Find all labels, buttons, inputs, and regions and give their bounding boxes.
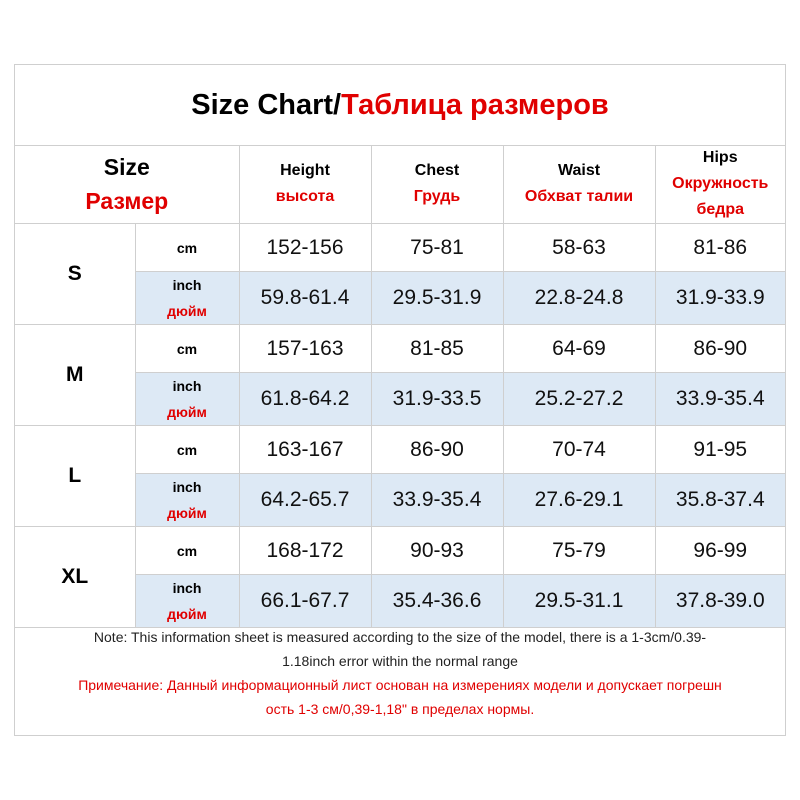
header-hips-ru: Окружность — [672, 175, 769, 192]
value-cell: 33.9-35.4 — [371, 474, 503, 527]
header-height-ru: высота — [275, 188, 335, 205]
size-label-s: S — [15, 224, 135, 325]
size-label-m: M — [15, 325, 135, 426]
header-height — [239, 145, 371, 224]
value-cell: 35.4-36.6 — [371, 575, 503, 628]
value-cell: 31.9-33.9 — [655, 272, 785, 325]
header-waist-en: Waist — [557, 162, 601, 179]
size-label-l: L — [15, 426, 135, 527]
header-hips-en: Hips — [702, 149, 738, 166]
unit-inch: inch — [172, 277, 202, 293]
unit-inch-cell — [135, 272, 239, 325]
value-cell: 70-74 — [503, 426, 655, 474]
unit-inch-ru: дюйм — [167, 606, 207, 622]
value-cell: 61.8-64.2 — [239, 373, 371, 426]
unit-cm: cm — [135, 527, 239, 575]
note-ru-line1: Примечание: Данный информационный лист основан на измерениях модели и допускает погрешн — [78, 677, 722, 693]
title-ru: Таблица размеров — [341, 88, 609, 121]
value-cell: 163-167 — [239, 426, 371, 474]
unit-inch-ru: дюйм — [167, 303, 207, 319]
value-cell: 58-63 — [503, 224, 655, 272]
value-cell: 22.8-24.8 — [503, 272, 655, 325]
value-cell: 96-99 — [655, 527, 785, 575]
unit-inch-cell — [135, 575, 239, 628]
value-cell: 27.6-29.1 — [503, 474, 655, 527]
header-waist — [503, 145, 655, 224]
value-cell: 59.8-61.4 — [239, 272, 371, 325]
unit-cm: cm — [135, 325, 239, 373]
unit-inch-cell — [135, 474, 239, 527]
value-cell: 168-172 — [239, 527, 371, 575]
value-cell: 91-95 — [655, 426, 785, 474]
note-en-line1: Note: This information sheet is measured according to the size of the model, there is a 1-3cm/0.39- — [93, 629, 707, 645]
note-en-line2: 1.18inch error within the normal range — [282, 653, 518, 669]
header-size-en: Size — [103, 154, 150, 180]
unit-inch-ru: дюйм — [167, 404, 207, 420]
value-cell: 66.1-67.7 — [239, 575, 371, 628]
table-row — [15, 426, 785, 474]
header-size-cell — [15, 145, 239, 224]
header-size-ru: Размер — [85, 188, 169, 214]
value-cell: 33.9-35.4 — [655, 373, 785, 426]
value-cell: 29.5-31.1 — [503, 575, 655, 628]
table-row — [15, 527, 785, 575]
value-cell: 81-85 — [371, 325, 503, 373]
value-cell: 64-69 — [503, 325, 655, 373]
unit-inch: inch — [172, 378, 202, 394]
table-row — [15, 224, 785, 272]
header-row — [15, 145, 785, 224]
title-en: Size Chart/ — [191, 88, 342, 121]
note-block — [15, 621, 785, 721]
note-ru-line2: ость 1-3 см/0,39-1,18" в пределах нормы. — [265, 701, 535, 717]
header-hips-ru2: бедра — [696, 201, 745, 218]
value-cell: 31.9-33.5 — [371, 373, 503, 426]
size-table — [15, 145, 785, 628]
header-chest — [371, 145, 503, 224]
value-cell: 25.2-27.2 — [503, 373, 655, 426]
header-waist-ru: Обхват талии — [524, 188, 634, 205]
value-cell: 152-156 — [239, 224, 371, 272]
unit-inch-ru: дюйм — [167, 505, 207, 521]
value-cell: 157-163 — [239, 325, 371, 373]
value-cell: 64.2-65.7 — [239, 474, 371, 527]
value-cell: 37.8-39.0 — [655, 575, 785, 628]
value-cell: 75-79 — [503, 527, 655, 575]
size-label-xl: XL — [15, 527, 135, 628]
header-chest-ru: Грудь — [413, 188, 461, 205]
header-chest-en: Chest — [414, 162, 460, 179]
chart-title — [15, 65, 785, 146]
value-cell: 90-93 — [371, 527, 503, 575]
value-cell: 81-86 — [655, 224, 785, 272]
value-cell: 75-81 — [371, 224, 503, 272]
unit-inch: inch — [172, 479, 202, 495]
header-hips — [655, 145, 785, 224]
unit-inch: inch — [172, 580, 202, 596]
unit-inch-cell — [135, 373, 239, 426]
value-cell: 29.5-31.9 — [371, 272, 503, 325]
unit-cm: cm — [135, 426, 239, 474]
unit-cm: cm — [135, 224, 239, 272]
size-chart-sheet — [14, 64, 786, 736]
header-height-en: Height — [280, 162, 330, 179]
value-cell: 35.8-37.4 — [655, 474, 785, 527]
value-cell: 86-90 — [655, 325, 785, 373]
table-row — [15, 325, 785, 373]
value-cell: 86-90 — [371, 426, 503, 474]
